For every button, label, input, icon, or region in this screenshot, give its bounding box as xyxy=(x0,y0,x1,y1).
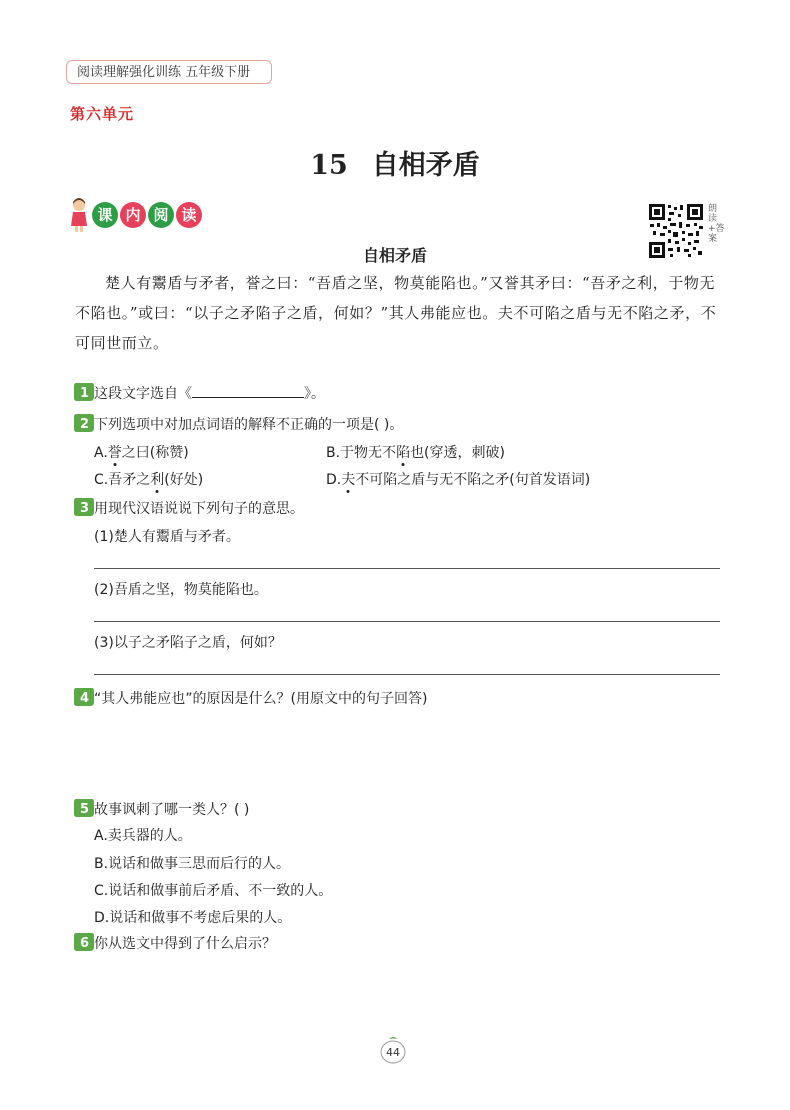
q5-option-b[interactable]: B.说话和做事三思而后行的人。 xyxy=(94,856,291,872)
question-number-badge xyxy=(73,412,95,434)
lesson-title-text: 自相矛盾 xyxy=(371,150,480,181)
answer-line[interactable] xyxy=(94,621,720,622)
question-number-badge xyxy=(73,686,95,708)
badge-char-1: 课 xyxy=(92,202,118,228)
option-rest: 不可陷之盾与无不陷之矛(句首发语词) xyxy=(355,472,591,488)
option-prefix: C.吾矛之 xyxy=(94,472,151,488)
dotted-char: 利 xyxy=(150,472,165,488)
question-number-badge xyxy=(73,381,95,403)
option-rest: 之曰(称赞) xyxy=(121,445,189,461)
q5-option-d[interactable]: D.说话和做事不考虑后果的人。 xyxy=(94,910,292,926)
q5-option-c[interactable]: C.说话和做事前后矛盾、不一致的人。 xyxy=(94,883,333,899)
question-5: 故事讽刺了哪一类人？( ) xyxy=(94,802,250,818)
option-rest: 也(穿透，刺破) xyxy=(410,445,505,461)
q2-option-b[interactable] xyxy=(326,442,505,462)
question-number: 5 xyxy=(80,802,90,817)
badge-char-3: 阅 xyxy=(148,202,174,228)
lesson-title xyxy=(0,143,790,182)
q2-option-c[interactable] xyxy=(94,469,203,489)
girl-icon xyxy=(70,198,88,232)
question-number: 2 xyxy=(80,417,90,432)
answer-line[interactable] xyxy=(94,568,720,569)
question-number: 1 xyxy=(80,386,90,401)
qr-caption: 朗读+答案 xyxy=(708,204,725,244)
badge-char-2: 内 xyxy=(120,202,146,228)
passage xyxy=(75,268,723,358)
option-prefix: B.于物无不 xyxy=(326,445,397,461)
question-number: 6 xyxy=(80,936,90,951)
question-number-badge xyxy=(73,496,95,518)
q3-item-3: (3)以子之矛陷子之盾，何如？ xyxy=(94,635,282,651)
q2-option-a[interactable] xyxy=(94,442,189,462)
question-number: 3 xyxy=(80,501,90,516)
option-prefix: D. xyxy=(326,472,342,488)
q3-item-1: (1)楚人有鬻盾与矛者。 xyxy=(94,529,240,545)
dotted-char: 陷 xyxy=(396,445,411,461)
q3-item-2: (2)吾盾之坚，物莫能陷也。 xyxy=(94,582,268,598)
page-number-badge xyxy=(378,1035,408,1065)
question-1 xyxy=(94,383,325,403)
q5-option-a[interactable]: A.卖兵器的人。 xyxy=(94,828,192,844)
question-number-badge xyxy=(73,931,95,953)
dotted-char: 誉 xyxy=(107,445,122,461)
passage-text: 楚人有鬻盾与矛者，誉之曰：“吾盾之坚，物莫能陷也。”又誉其矛曰：“吾矛之利，于物无不陷也。”或曰：“以子之矛陷子之盾，何如？”其人弗能应也。夫不可陷之盾与无不陷之矛，不可同世而立。 xyxy=(75,274,717,352)
unit-label: 第六单元 xyxy=(70,105,135,123)
book-header-label: 阅读理解强化训练 五年级下册 xyxy=(66,60,272,84)
page-number: 44 xyxy=(386,1046,400,1059)
option-prefix: A. xyxy=(94,445,108,461)
q2-option-d[interactable] xyxy=(326,469,590,489)
question-number: 4 xyxy=(80,691,90,706)
dotted-char: 夫 xyxy=(341,472,356,488)
answer-blank[interactable] xyxy=(192,383,304,398)
lesson-number: 15 xyxy=(310,150,348,181)
question-6: 你从选文中得到了什么启示？ xyxy=(94,936,276,952)
option-rest: (好处) xyxy=(164,472,204,488)
question-4: “其人弗能应也”的原因是什么？(用原文中的句子回答) xyxy=(94,691,428,707)
q1-text-after: 》。 xyxy=(304,386,325,402)
badge-char-4: 读 xyxy=(176,202,202,228)
question-number-badge xyxy=(73,797,95,819)
answer-line[interactable] xyxy=(94,674,720,675)
passage-title: 自相矛盾 xyxy=(362,246,427,265)
q1-text-before: 这段文字选自《 xyxy=(94,386,192,402)
question-3: 用现代汉语说说下列句子的意思。 xyxy=(94,501,304,517)
question-2: 下列选项中对加点词语的解释不正确的一项是( )。 xyxy=(94,417,404,433)
